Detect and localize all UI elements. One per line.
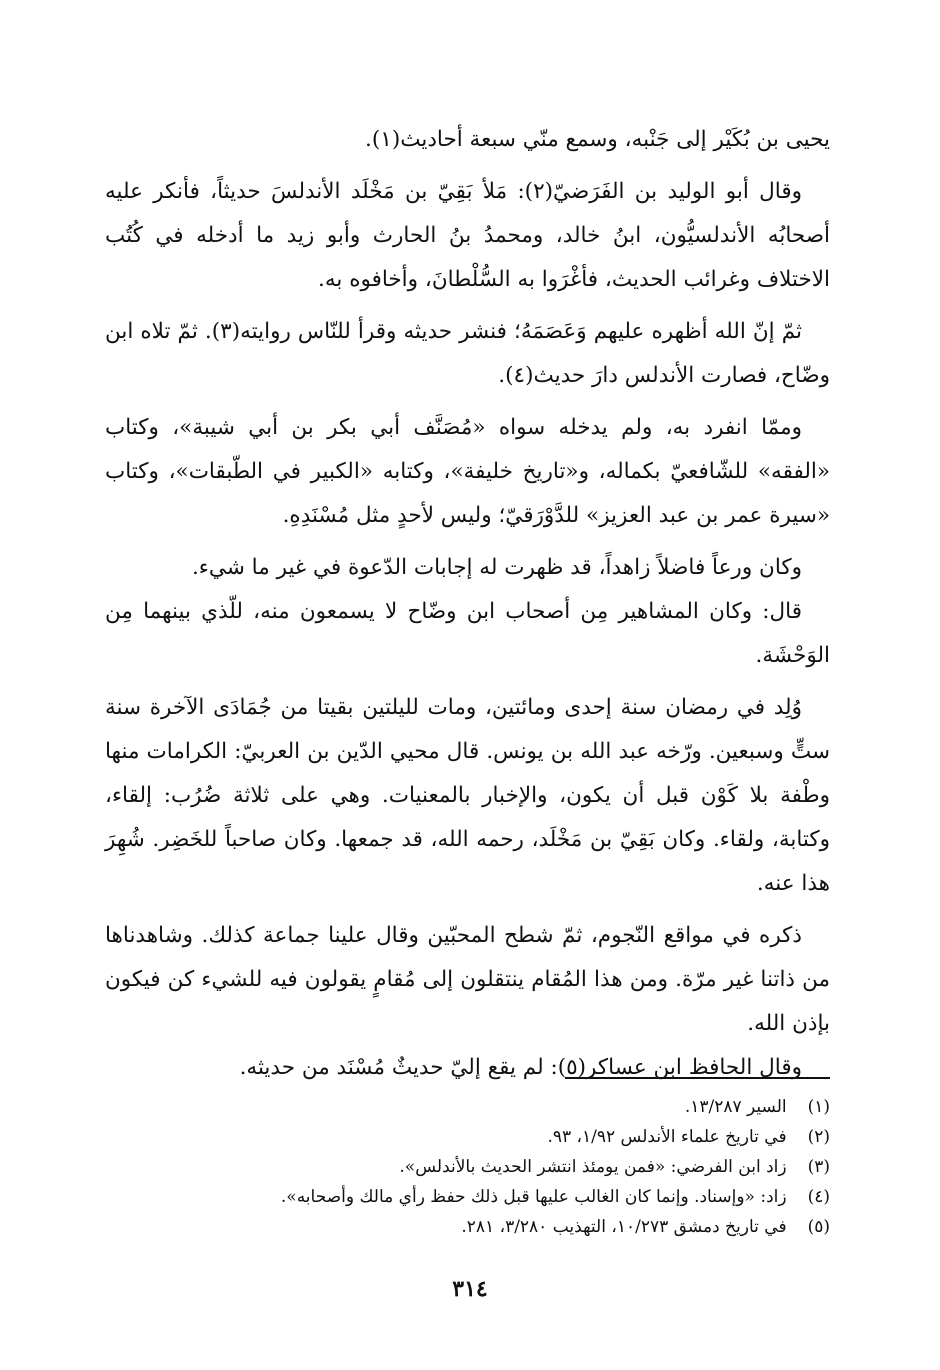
footnote-separator bbox=[565, 1077, 830, 1079]
footnote-number: (١) bbox=[807, 1097, 830, 1117]
footnote-3 bbox=[105, 1152, 830, 1182]
footnote-number: (٣) bbox=[807, 1157, 830, 1177]
footnotes bbox=[105, 1092, 830, 1242]
paragraph-3: ثمّ إنّ الله أظهره عليهم وَعَصَمَهُ؛ فنشر حديثه وقرأ للنّاس روايته(٣). ثمّ تلاه ابن وضّاح، فصارت الأندلس دارَ حديث(٤). bbox=[105, 319, 830, 388]
paragraph-8: ذكره في مواقع النّجوم، ثمّ شطح المحبّين وقال علينا جماعة كذلك. وشاهدناها من ذاتنا غير مرّة. ومن هذا المُقام ينتقلون إلى مُقامٍ يقولون فيه للشيء كن فيكون بإذن الله. bbox=[105, 923, 830, 1036]
footnote-text: في تاريخ علماء الأندلس ١/٩٢، ٩٣. bbox=[547, 1127, 787, 1147]
footnote-2 bbox=[105, 1122, 830, 1152]
paragraph-4: وممّا انفرد به، ولم يدخله سواه «مُصَنَّف أبي بكر بن أبي شيبة»، وكتاب «الفقه» للشّافعيّ بكماله، و«تاريخ خليفة»، وكتابه «الكبير في الطّبقات»، وكتاب «سيرة عمر بن عبد العزيز» للدَّوْرَقيّ؛ وليس لأحدٍ مثل مُسْنَدِهِ. bbox=[105, 415, 830, 528]
paragraph-7: وُلِد في رمضان سنة إحدى ومائتين، ومات لليلتين بقيتا من جُمَادَى الآخرة سنة ستٍّ وسبعين. ورّخه عبد الله بن يونس. قال محيي الدّين بن العربيّ: الكرامات منها وطْفة بلا كَوْن قبل أن يكون، والإخبار بالمعنيات. وهي على ثلاثة ضُرُب: إلقاء، وكتابة، ولقاء. وكان بَقِيّ بن مَخْلَد، رحمه الله، قد جمعها. وكان صاحباً للخَضِر. شُهِرَ هذا عنه. bbox=[105, 695, 830, 896]
footnote-text: زاد ابن الفرضي: «فمن يومئذ انتشر الحديث بالأندلس». bbox=[399, 1157, 787, 1177]
paragraph-2: وقال أبو الوليد بن الفَرَضيّ(٢): مَلأ بَقِيّ بن مَخْلَد الأندلسَ حديثاً، فأنكر عليه أصحابُه الأندلسيُّون، ابنُ خالد، ومحمدُ بنُ الحارث وأبو زيد ما أدخله في كُتُب الاختلاف وغرائب الحديث، فأغْرَوا به السُّلْطانَ، وأخافوه به. bbox=[105, 179, 830, 292]
main-text bbox=[105, 118, 830, 1098]
footnote-text: السير ١٣/٢٨٧. bbox=[684, 1097, 787, 1117]
footnote-text: زاد: «وإسناد. وإنما كان الغالب عليها قبل ذلك حفظ رأي مالك وأصحابه». bbox=[280, 1187, 787, 1207]
footnote-number: (٢) bbox=[807, 1127, 830, 1147]
paragraph-1: يحيى بن بُكَيْر إلى جَنْبه، وسمع منّي سبعة أحاديث(١). bbox=[365, 127, 830, 152]
paragraph-9: وقال الحافظ ابن عساكر(٥): لم يقع إليّ حديثٌ مُسْنَد من حديثه. bbox=[239, 1055, 802, 1080]
footnote-4 bbox=[105, 1182, 830, 1212]
footnote-number: (٥) bbox=[807, 1217, 830, 1237]
paragraph-6: قال: وكان المشاهير مِن أصحاب ابن وضّاح لا يسمعون منه، للّذي بينهما مِن الوَحْشَة. bbox=[105, 599, 830, 668]
footnote-number: (٤) bbox=[807, 1187, 830, 1207]
paragraph-5: وكان ورعاً فاضلاً زاهداً، قد ظهرت له إجابات الدّعوة في غير ما شيء. bbox=[191, 555, 802, 580]
footnote-5 bbox=[105, 1212, 830, 1242]
page-number: ٣١٤ bbox=[452, 1276, 488, 1302]
footnote-text: في تاريخ دمشق ١٠/٢٧٣، التهذيب ٣/٢٨٠، ٢٨١. bbox=[461, 1217, 787, 1237]
footnote-1 bbox=[105, 1092, 830, 1122]
